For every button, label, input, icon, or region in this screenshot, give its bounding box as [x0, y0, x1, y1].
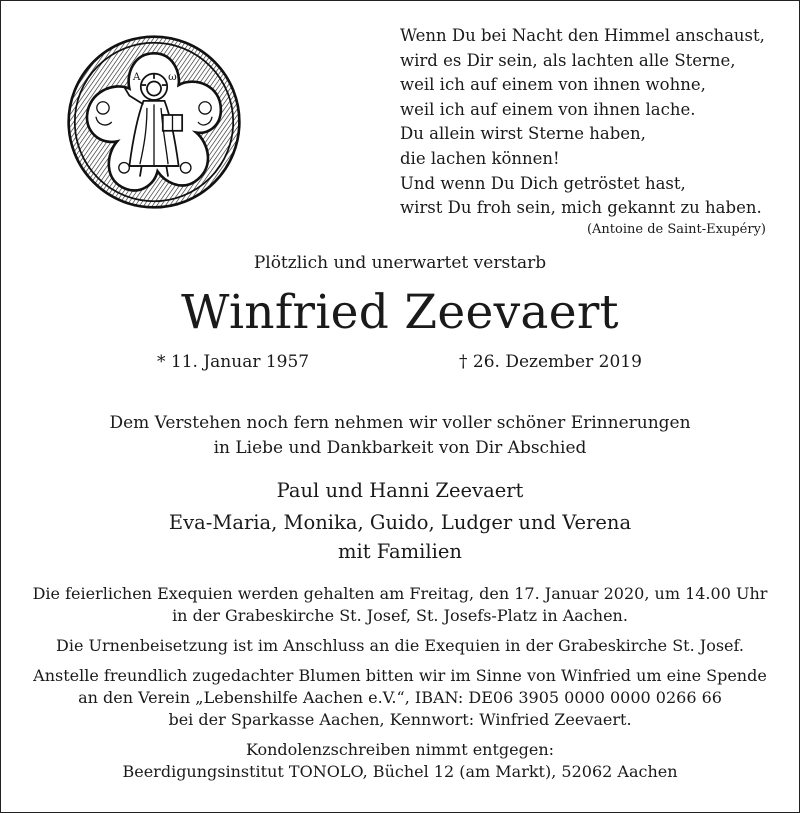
condolence-info: [0, 739, 800, 783]
poem-line: wird es Dir sein, als lachten alle Sterne,: [400, 50, 736, 70]
death-announcement-intro: Plötzlich und unerwartet verstarb: [253, 253, 547, 273]
urn-line: Die Urnenbeisetzung ist im Anschluss an die Exequien in der Grabeskirche St. Josef.: [56, 636, 744, 655]
poem-line: weil ich auf einem von ihnen lache.: [400, 99, 696, 119]
poem-block: [400, 24, 780, 239]
poem-line: Wenn Du bei Nacht den Himmel anschaust,: [400, 26, 765, 45]
birth-date: * 11. Januar 1957: [157, 352, 310, 372]
poem-line: weil ich auf einem von ihnen wohne,: [400, 75, 706, 95]
exequien-info: [0, 583, 800, 627]
deceased-name: Winfried Zeevaert: [181, 285, 619, 340]
poem-line: Du allein wirst Sterne haben,: [400, 124, 646, 144]
poem-line: die lachen können!: [400, 148, 560, 168]
exequien-line: in der Grabeskirche St. Josef, St. Josefs-Platz in Aachen.: [172, 606, 628, 625]
condolence-line: Kondolenzschreiben nimmt entgegen:: [245, 740, 555, 759]
farewell-line: in Liebe und Dankbarkeit von Dir Abschied: [213, 438, 587, 458]
donation-info: [0, 665, 800, 731]
svg-text:A: A: [132, 70, 141, 83]
exequien-line: Die feierlichen Exequien werden gehalten am Freitag, den 17. Januar 2020, um 14.00 Uhr: [32, 584, 768, 603]
poem-author: (Antoine de Saint-Exupéry): [586, 221, 766, 237]
svg-text:ω: ω: [168, 70, 177, 83]
siblings-line: Eva-Maria, Monika, Guido, Ludger und Verena: [168, 511, 632, 534]
families-line: mit Familien: [338, 540, 462, 563]
donation-line: bei der Sparkasse Aachen, Kennwort: Winfried Zeevaert.: [168, 710, 632, 729]
family-parents: Paul und Hanni Zeevaert: [276, 479, 524, 502]
urn-info: [0, 635, 800, 657]
condolence-line: Beerdigungsinstitut TONOLO, Büchel 12 (am Markt), 52062 Aachen: [122, 762, 678, 781]
death-date: † 26. Dezember 2019: [459, 352, 642, 372]
farewell-text: [0, 411, 800, 461]
donation-line: Anstelle freundlich zugedachter Blumen bitten wir im Sinne von Winfried um eine Spende: [33, 666, 767, 685]
poem-line: Und wenn Du Dich getröstet hast,: [400, 173, 686, 193]
donation-line: an den Verein „Lebenshilfe Aachen e.V.“, IBAN: DE06 3905 0000 0000 0266 66: [78, 688, 722, 707]
farewell-line: Dem Verstehen noch fern nehmen wir voller schöner Erinnerungen: [109, 413, 691, 433]
christ-roundel-emblem-icon: [66, 34, 242, 210]
poem-line: wirst Du froh sein, mich gekannt zu haben.: [400, 198, 762, 218]
family-siblings: [0, 508, 800, 566]
funeral-details: [0, 583, 800, 791]
